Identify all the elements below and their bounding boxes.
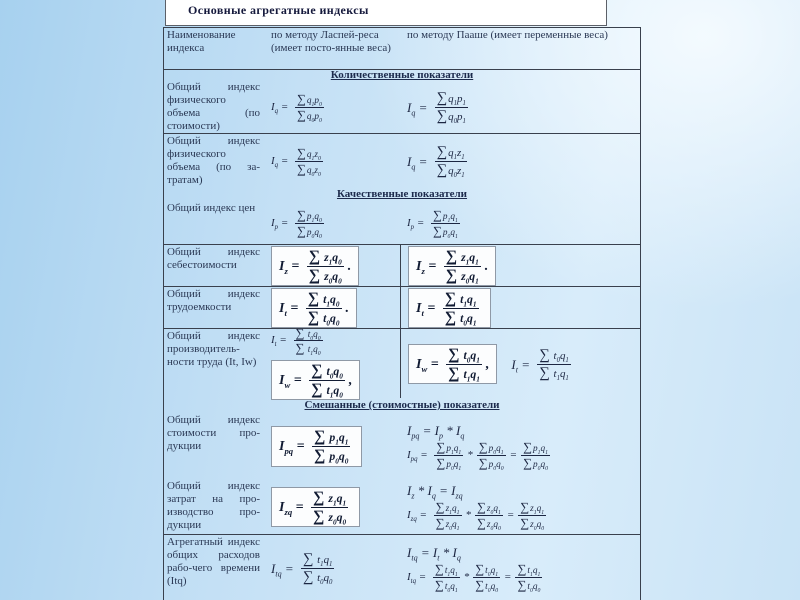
formula-cell-laspeyres: $I_q$ = $\frac{\sum q_1z_0}{\sum q_0z_0}$: [271, 145, 321, 178]
section-qualitative-indicators: Качественные показатели: [336, 188, 468, 200]
index-name: Общий индекс трудоемкости: [167, 288, 260, 313]
formula-cell-laspeyres: $I_t$ = $\frac{\sum t_0q_0}{\sum t_1q_0}$ $I_w$ = $\frac{\sum t_0q_0}{\sum t_1q_0}$ ,: [264, 329, 400, 398]
index-name: Агрегатный индекс общих расходов рабо-чего времени (Itq): [167, 536, 260, 587]
formula-cell-paasche: $I_t$ = $\frac{\sum t_1q_1}{\sum t_0q_1}$: [400, 287, 640, 328]
row-labour-intensity-index: [164, 286, 640, 328]
formula-cell-laspeyres: $I_p$ = $\frac{\sum p_1q_0}{\sum p_0q_0}$: [271, 207, 322, 240]
formula-cell-laspeyres: $I_t$ = $\frac{\sum t_1q_0}{\sum t_0q_0}$ .: [264, 287, 400, 328]
index-name: Общий индекс стоимости про-дукции: [167, 414, 260, 452]
header-paasche-method: по методу Пааше (имеет переменные веса): [407, 29, 608, 41]
section-quantitative-indicators: Количественные показатели: [164, 69, 640, 80]
header-laspeyres-method: по методу Ласпей-реса (имеет посто-янные веса): [271, 29, 391, 54]
formula-cell-paasche: $I_z$ = $\frac{\sum z_1q_1}{\sum z_0q_1}$ .: [400, 245, 640, 286]
page-title: Основные агрегатные индексы: [188, 3, 369, 17]
formula-cell-paasche: $I_{tq} = I_t * I_q$ $I_{tq}$ = $\frac{\sum t_1q_1}{\sum t_0q_1}$ * $\frac{\sum t_0q_1}{\sum t_0q_0}$ = $\frac{\sum t_1q_1}{\sum t_0q_0}$: [407, 544, 541, 594]
row-production-expenses-index: [164, 479, 640, 534]
formula-cell-paasche: $I_z * I_q = I_{zq}$ $I_{zq}$ = $\frac{\sum z_1q_1}{\sum z_0q_1}$ * $\frac{\sum z_0q_1}{\sum z_0q_0}$ = $\frac{\sum z_1q_1}{\sum z_0q_0}$: [407, 483, 545, 532]
formula-cell-laspeyres: $I_{zq}$ = $\frac{\sum z_1q_1}{\sum z_0q_0}$: [264, 479, 400, 534]
formula-cell-paasche: $I_q$ = $\frac{\sum q_1z_1}{\sum q_0z_1}$: [407, 143, 465, 179]
formula-cell-laspeyres: $I_z$ = $\frac{\sum z_1q_0}{\sum z_0q_0}$ .: [264, 245, 400, 286]
table-header-row: [164, 28, 640, 69]
formula-cell-paasche: $I_p$ = $\frac{\sum p_1q_1}{\sum p_0q_1}$: [407, 207, 458, 240]
formula-cell-paasche: $I_{pq} = I_p * I_q$ $I_{pq}$ = $\frac{\sum p_1q_1}{\sum p_0q_1}$ * $\frac{\sum p_0q_1}{\sum p_0q_0}$ = $\frac{\sum p_1q_1}{\sum p_0q_0}$: [407, 422, 548, 472]
index-name: Общий индекс затрат на про-изводство про-дукции: [167, 480, 260, 531]
formula-cell-laspeyres: $I_q$ = $\frac{\sum q_1p_0}{\sum q_0p_0}$: [271, 91, 322, 124]
formula-cell-paasche: $I_q$ = $\frac{\sum q_1p_1}{\sum q_0p_1}$: [407, 89, 466, 125]
index-name: Общий индекс физического объема (по стоимости): [167, 81, 260, 132]
row-product-value-index: [164, 413, 640, 479]
row-volume-index-by-cost: [164, 80, 640, 133]
formula-cell-paasche: $I_w$ = $\frac{\sum t_0q_1}{\sum t_1q_1}$ , $I_t$ = $\frac{\sum t_0q_1}{\sum t_1q_1}$: [400, 329, 640, 398]
header-index-name: Наименование индекса: [167, 29, 236, 54]
index-name: Общий индекс физического объема (по за-тратам): [167, 135, 260, 186]
formula-cell-laspeyres: $I_{tq}$ = $\frac{\sum t_1q_1}{\sum t_0q_0}$: [271, 551, 333, 587]
section-mixed-value-indicators: Смешанные (стоимостные) показатели: [304, 399, 500, 411]
slide-title-box: [165, 0, 607, 26]
aggregate-index-table: [163, 27, 641, 600]
row-price-index: [164, 201, 640, 244]
index-name: Общий индекс производитель-ности труда (It, Iw): [167, 330, 260, 368]
index-name: Общий индекс себестоимости: [167, 246, 260, 271]
row-prime-cost-index: [164, 244, 640, 286]
row-volume-index-by-expenses: [164, 133, 640, 187]
row-labour-productivity-index: [164, 325, 640, 399]
row-working-time-aggregate-index: [164, 534, 640, 600]
formula-cell-laspeyres: $I_{pq}$ = $\frac{\sum p_1q_1}{\sum p_0q_0}$: [264, 413, 400, 479]
index-name: Общий индекс цен: [167, 202, 256, 214]
